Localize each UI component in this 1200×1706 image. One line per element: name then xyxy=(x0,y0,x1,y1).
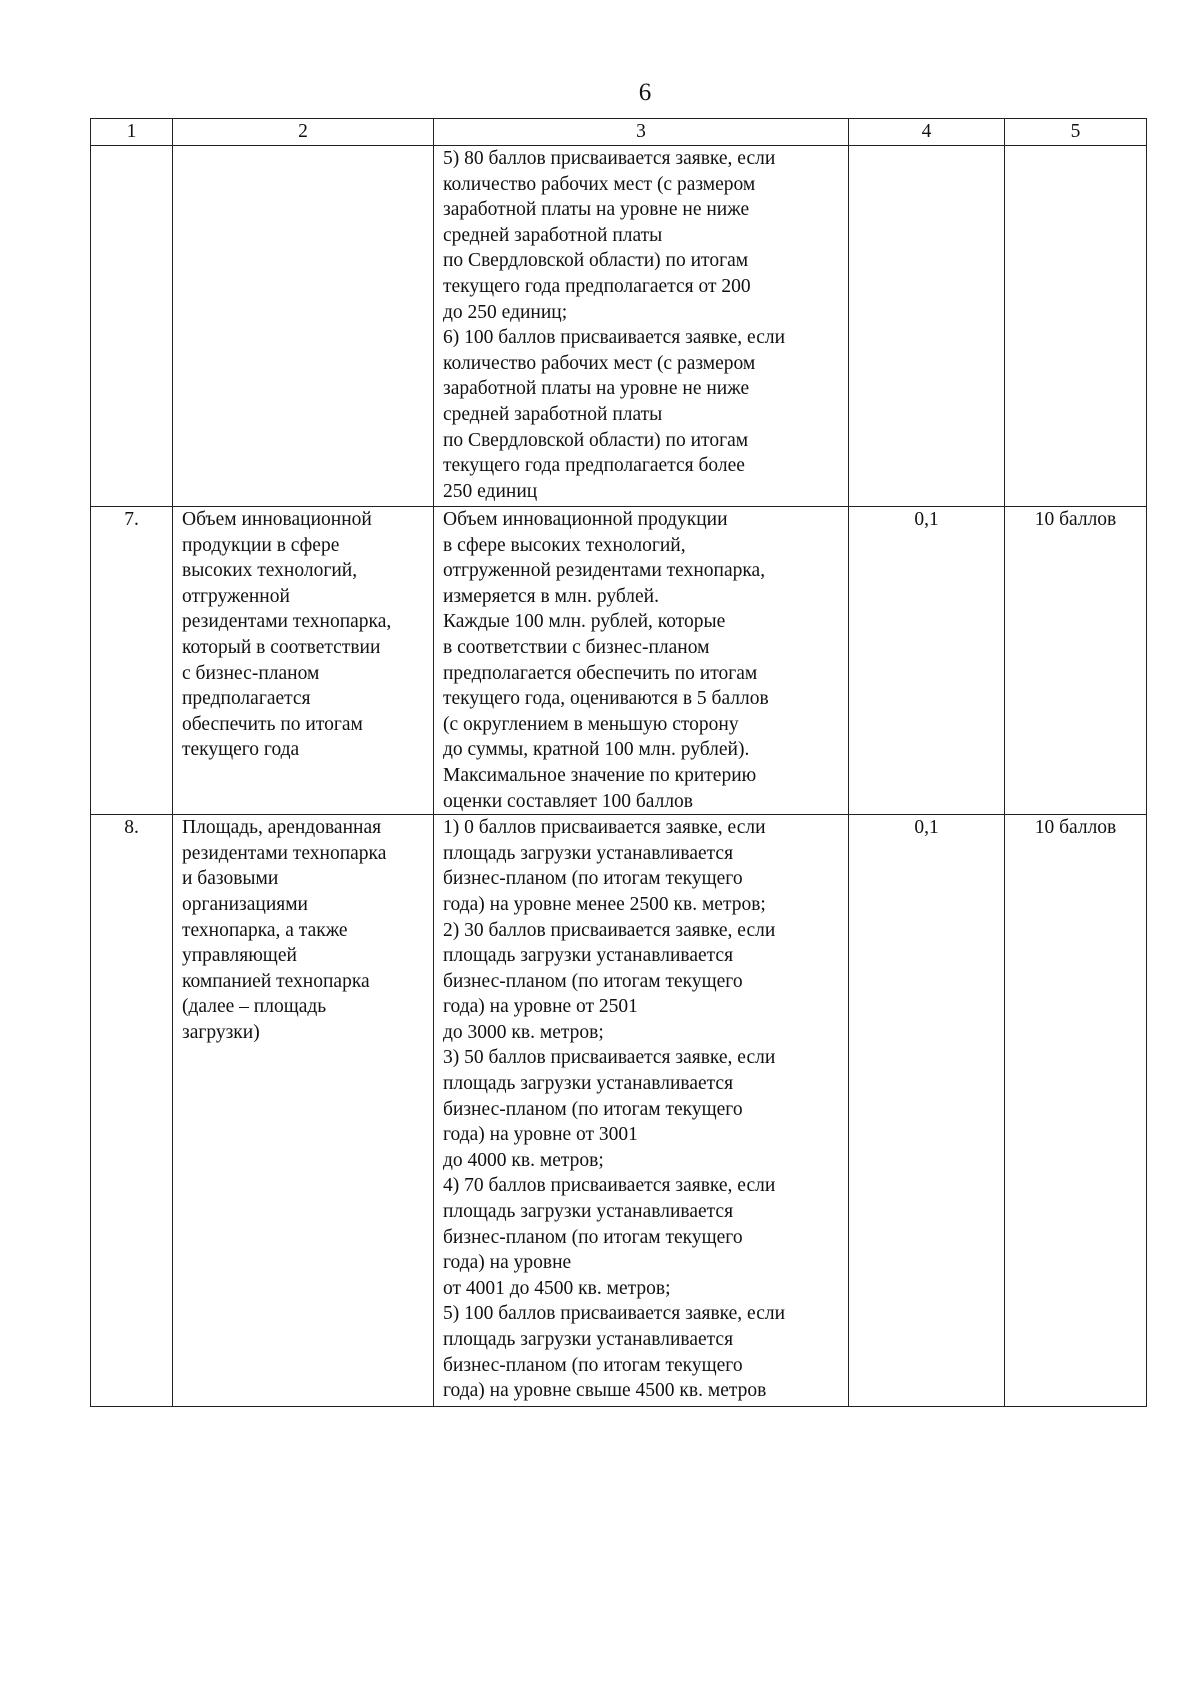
points-cell: 10 баллов xyxy=(1005,507,1147,815)
description-text-line: 6) 100 баллов присваивается заявке, если xyxy=(443,327,786,349)
description-text-line: предполагается обеспечить по итогам xyxy=(443,662,758,684)
criterion-text-line: резидентами технопарка, xyxy=(182,611,392,633)
description-text-line: площадь загрузки устанавливается xyxy=(443,1201,734,1223)
criterion-text-line: и базовыми xyxy=(182,868,279,890)
description-text-line: 3) 50 баллов присваивается заявке, если xyxy=(443,1047,776,1069)
description-text-line: до 250 единиц; xyxy=(443,301,568,323)
description-text-line: года) на уровне от 2501 xyxy=(443,996,638,1018)
description-cell xyxy=(434,146,849,507)
criterion-cell xyxy=(173,815,434,1407)
description-cell xyxy=(434,507,849,815)
table-row xyxy=(91,146,1147,507)
description-text-line: заработной платы на уровне не ниже xyxy=(443,378,750,400)
criterion-text-line: отгруженной xyxy=(182,585,290,607)
row-number-cell xyxy=(91,146,173,507)
description-text-line: до 4000 кв. метров; xyxy=(443,1149,604,1171)
column-header-2: 2 xyxy=(173,119,434,146)
description-text-line: площадь загрузки устанавливается xyxy=(443,1329,734,1350)
criterion-cell xyxy=(173,507,434,815)
points-cell xyxy=(1005,146,1147,507)
description-text-line: по Свердловской области) по итогам xyxy=(443,429,749,451)
description-text-line: от 4001 до 4500 кв. метров; xyxy=(443,1277,671,1299)
criterion-text-line: компанией технопарка xyxy=(182,970,370,992)
description-text-line: до 3000 кв. метров; xyxy=(443,1021,604,1043)
weight-cell: 0,1 xyxy=(849,815,1005,1407)
criterion-text-line: управляющей xyxy=(182,945,297,967)
description-text-line: года) на уровне менее 2500 кв. метров; xyxy=(443,893,766,915)
description-text-line: оценки составляет 100 баллов xyxy=(443,790,694,812)
description-text-line: Каждые 100 млн. рублей, которые xyxy=(443,611,726,633)
criterion-text-line: технопарка, а также xyxy=(182,919,348,941)
column-header-4: 4 xyxy=(849,119,1005,146)
description-text-line: текущего года предполагается более xyxy=(443,455,745,477)
description-text-line: Объем инновационной продукции xyxy=(443,509,728,530)
criterion-text-line: (далее – площадь xyxy=(182,996,327,1018)
description-text-line: средней заработной платы xyxy=(443,224,663,246)
description-text-line: 1) 0 баллов присваивается заявке, если xyxy=(443,817,766,839)
description-text-line: площадь загрузки устанавливается xyxy=(443,1073,734,1095)
criterion-text-line: текущего года xyxy=(182,739,300,761)
description-text-line: года) на уровне свыше 4500 кв. метров xyxy=(443,1380,767,1402)
description-text-line: в соответствии с бизнес-планом xyxy=(443,636,710,658)
description-cell xyxy=(434,815,849,1407)
description-text-line: бизнес-планом (по итогам текущего xyxy=(443,868,743,890)
weight-cell: 0,1 xyxy=(849,507,1005,815)
description-text-line: текущего года, оцениваются в 5 баллов xyxy=(443,688,769,710)
criterion-text-line: который в соответствии xyxy=(182,636,381,658)
criterion-cell xyxy=(173,146,434,507)
description-text-line: в сфере высоких технологий, xyxy=(443,534,686,556)
column-header-3: 3 xyxy=(434,119,849,146)
description-text-line: заработной платы на уровне не ниже xyxy=(443,199,750,221)
row-number-cell: 7. xyxy=(91,507,173,815)
description-text-line: 5) 80 баллов присваивается заявке, если xyxy=(443,148,776,169)
weight-cell xyxy=(849,146,1005,507)
criterion-text-line: Площадь, арендованная xyxy=(182,817,382,839)
description-text-line: количество рабочих мест (с размером xyxy=(443,352,756,374)
description-text-line: средней заработной платы xyxy=(443,403,663,425)
description-text-line: измеряется в млн. рублей. xyxy=(443,585,659,607)
description-text-line: площадь загрузки устанавливается xyxy=(443,945,734,967)
table-header-row xyxy=(91,119,1147,146)
column-header-1: 1 xyxy=(91,119,173,146)
description-text-line: 4) 70 баллов присваивается заявке, если xyxy=(443,1175,776,1197)
criterion-text-line: загрузки) xyxy=(182,1021,260,1043)
criteria-table xyxy=(90,118,1147,1407)
page-number: 6 xyxy=(638,79,652,106)
description-text-line: Максимальное значение по критерию xyxy=(443,764,757,786)
description-text-line: количество рабочих мест (с размером xyxy=(443,173,756,195)
description-text-line: года) на уровне xyxy=(443,1252,572,1274)
criterion-text-line: продукции в сфере xyxy=(182,534,340,556)
column-header-5: 5 xyxy=(1005,119,1147,146)
description-text-line: отгруженной резидентами технопарка, xyxy=(443,560,766,582)
description-text-line: бизнес-планом (по итогам текущего xyxy=(443,1354,743,1376)
criterion-text-line: предполагается xyxy=(182,688,311,710)
criterion-text-line: обеспечить по итогам xyxy=(182,713,363,735)
description-text-line: 5) 100 баллов присваивается заявке, если xyxy=(443,1303,786,1325)
criterion-text-line: резидентами технопарка xyxy=(182,842,387,864)
table-row xyxy=(91,815,1147,1407)
row-number-cell: 8. xyxy=(91,815,173,1407)
criterion-text-line: организациями xyxy=(182,893,308,915)
description-text-line: до суммы, кратной 100 млн. рублей). xyxy=(443,739,750,761)
criterion-text-line: с бизнес-планом xyxy=(182,662,320,684)
table-row xyxy=(91,507,1147,815)
description-text-line: 250 единиц xyxy=(443,480,538,502)
description-text-line: 2) 30 баллов присваивается заявке, если xyxy=(443,919,776,941)
description-text-line: года) на уровне от 3001 xyxy=(443,1124,638,1146)
points-cell: 10 баллов xyxy=(1005,815,1147,1407)
description-text-line: (с округлением в меньшую сторону xyxy=(443,713,739,735)
description-text-line: бизнес-планом (по итогам текущего xyxy=(443,1226,743,1248)
description-text-line: по Свердловской области) по итогам xyxy=(443,250,749,272)
description-text-line: бизнес-планом (по итогам текущего xyxy=(443,1098,743,1120)
criterion-text-line: высоких технологий, xyxy=(182,560,358,582)
description-text-line: площадь загрузки устанавливается xyxy=(443,842,734,864)
description-text-line: бизнес-планом (по итогам текущего xyxy=(443,970,743,992)
criterion-text-line: Объем инновационной xyxy=(182,509,372,530)
description-text-line: текущего года предполагается от 200 xyxy=(443,275,751,297)
